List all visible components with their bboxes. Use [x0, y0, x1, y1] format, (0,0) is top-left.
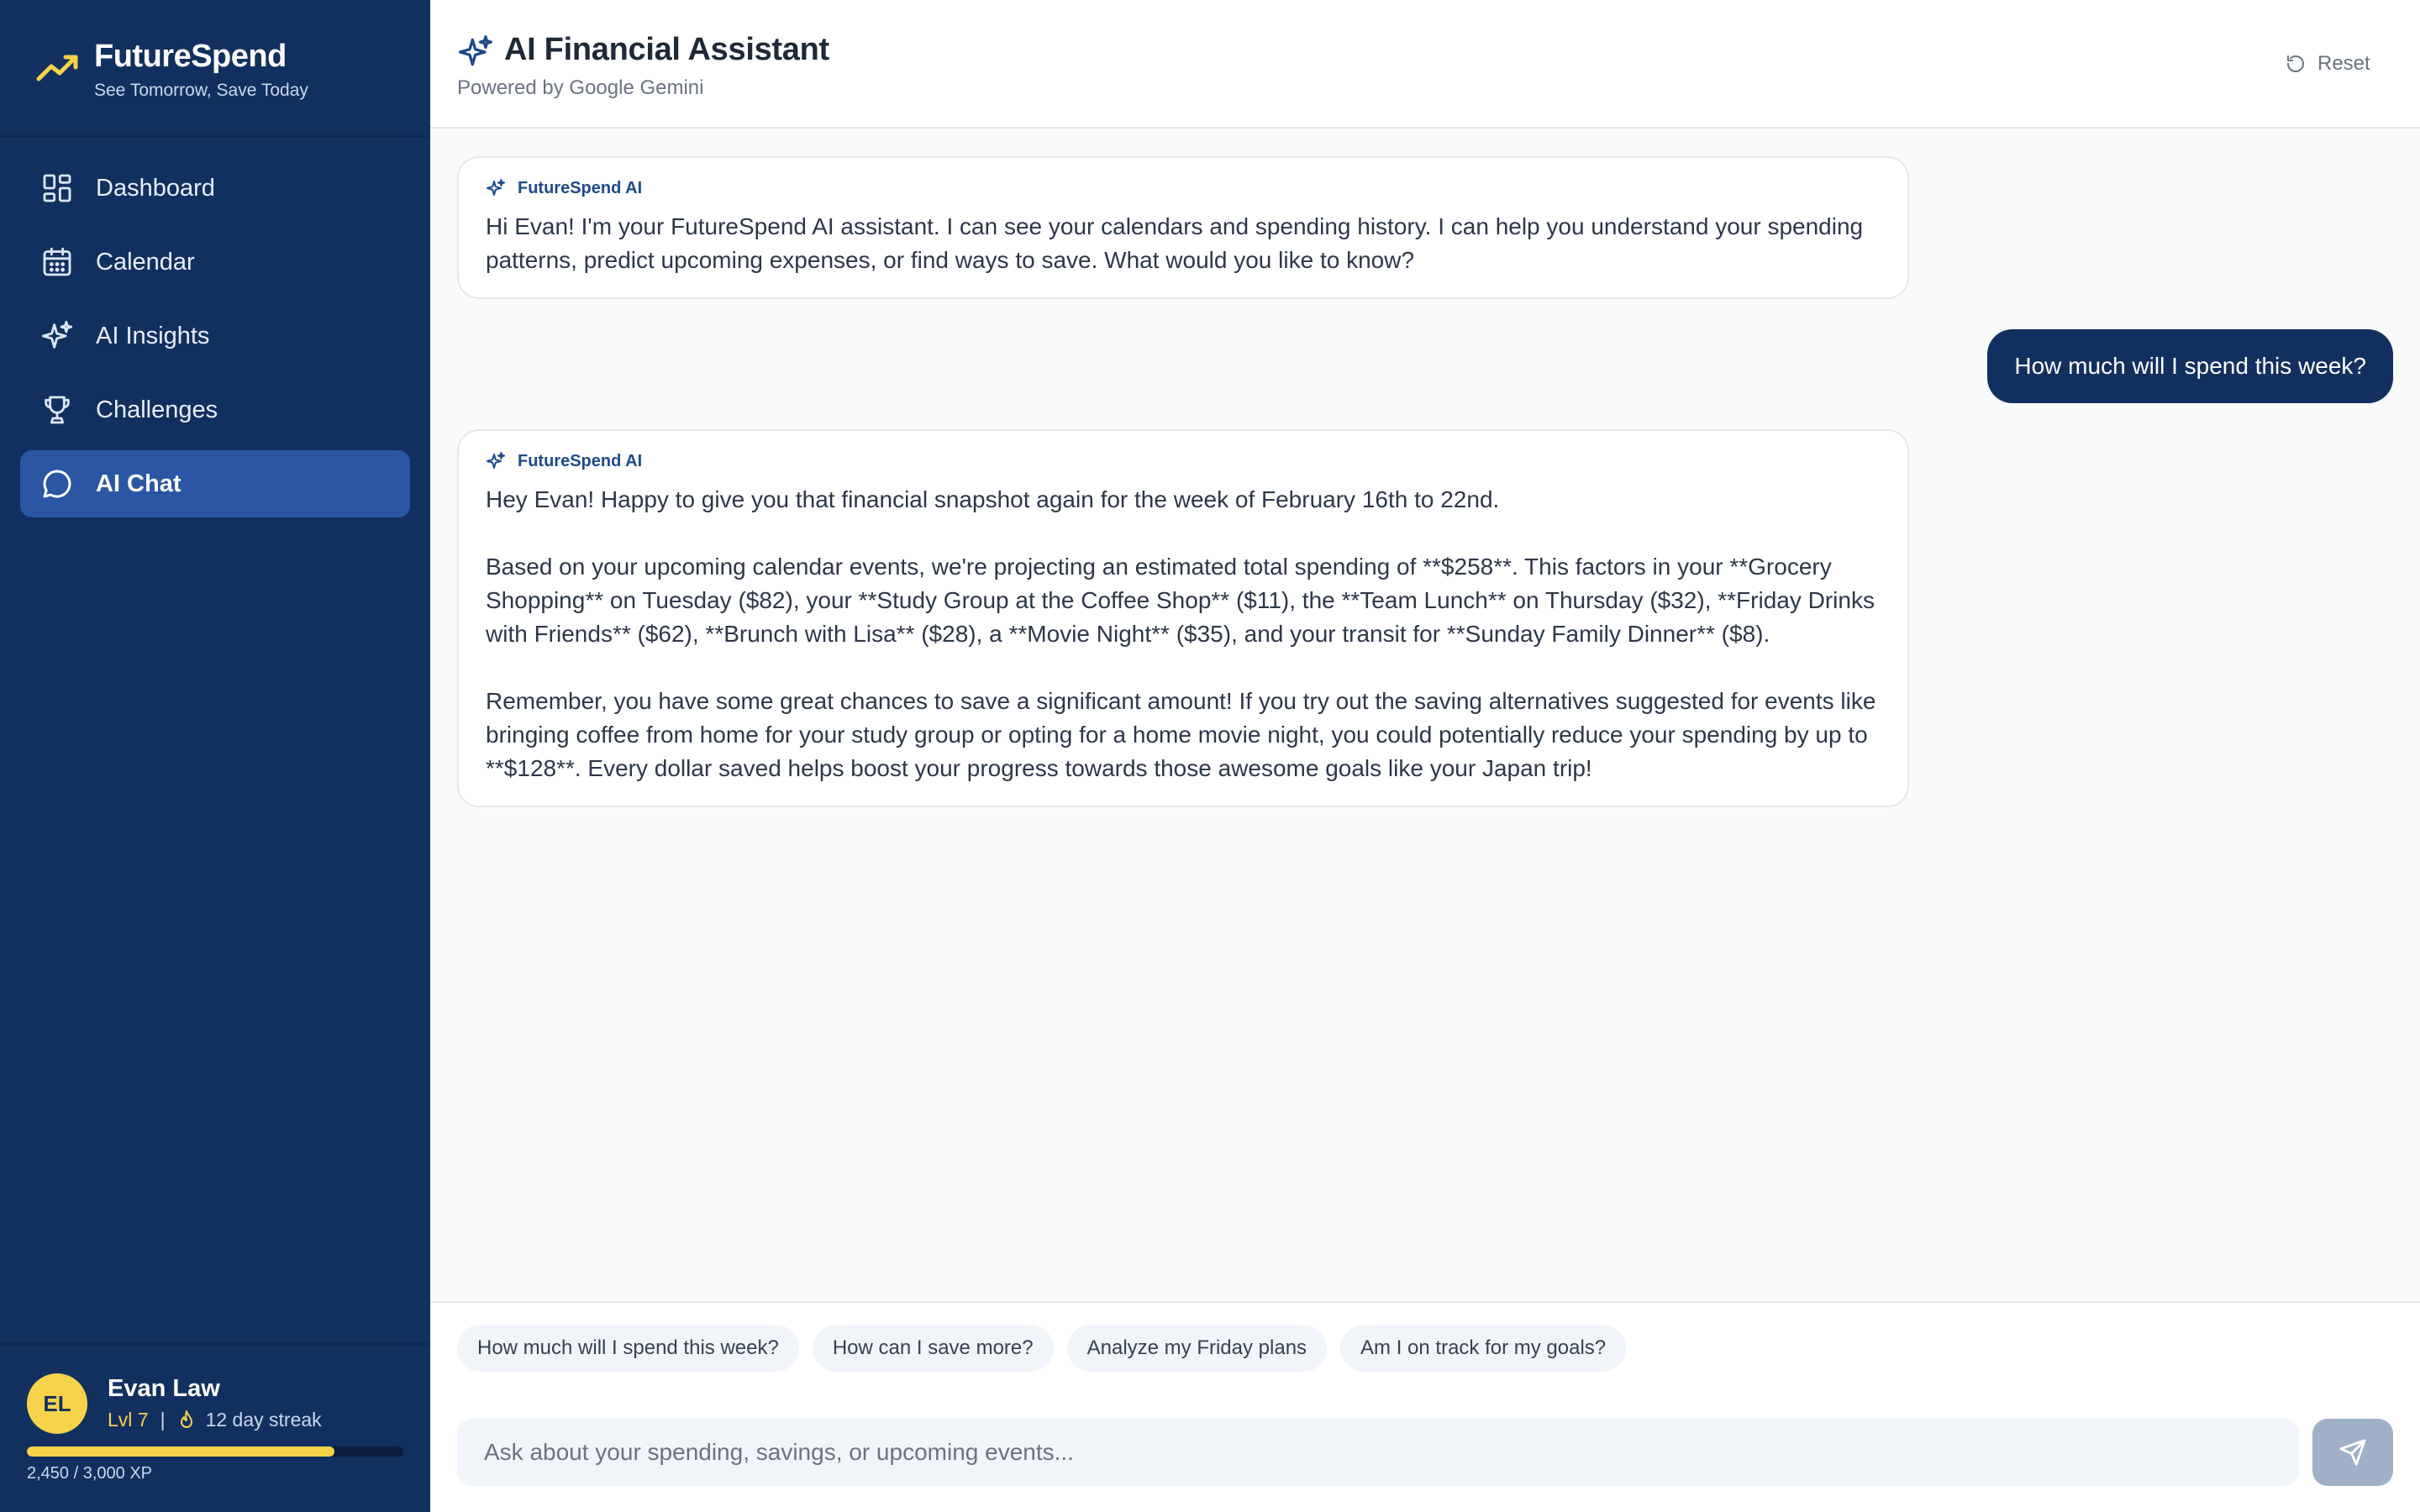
suggestion-chip[interactable]: How much will I spend this week?	[457, 1325, 799, 1372]
brand-header	[0, 0, 430, 137]
sidebar-item-challenges[interactable]	[20, 376, 410, 444]
sidebar-item-calendar[interactable]	[20, 228, 410, 296]
sidebar-item-label: Dashboard	[96, 174, 215, 202]
page-title: AI Financial Assistant	[504, 32, 829, 67]
assistant-label	[486, 451, 1881, 471]
suggestion-chips	[457, 1325, 1639, 1372]
sidebar-item-dashboard[interactable]	[20, 155, 410, 222]
suggestion-chip[interactable]: Am I on track for my goals?	[1340, 1325, 1626, 1372]
suggestion-chip[interactable]: How can I save more?	[813, 1325, 1054, 1372]
dashboard-grid-icon	[40, 171, 74, 205]
sparkles-icon	[486, 451, 506, 471]
chat-header	[430, 0, 2420, 129]
reset-label: Reset	[2317, 52, 2370, 75]
flame-icon	[177, 1410, 196, 1431]
sidebar-item-label: AI Insights	[96, 322, 210, 349]
sidebar-item-label: AI Chat	[96, 470, 182, 497]
streak-text: 12 day streak	[205, 1409, 322, 1431]
user-meta	[108, 1409, 322, 1431]
assistant-name: FutureSpend AI	[518, 451, 643, 470]
sparkles-icon	[457, 34, 494, 71]
sidebar	[0, 0, 430, 1512]
page-subtitle: Powered by Google Gemini	[457, 76, 704, 99]
user-name: Evan Law	[108, 1375, 220, 1402]
assistant-name: FutureSpend AI	[518, 178, 643, 197]
user-level: Lvl 7	[108, 1409, 149, 1431]
suggestion-chip[interactable]: Analyze my Friday plans	[1067, 1325, 1327, 1372]
sparkles-icon	[40, 319, 74, 353]
xp-progress-bar	[27, 1446, 403, 1457]
chat-bubble-icon	[40, 467, 74, 501]
send-icon	[2338, 1438, 2367, 1467]
user-profile[interactable]	[0, 1343, 430, 1512]
reset-button[interactable]	[2286, 49, 2386, 79]
xp-progress-fill	[27, 1446, 334, 1457]
sparkles-icon	[486, 178, 506, 198]
sidebar-item-label: Challenges	[96, 396, 218, 423]
message-text: Hi Evan! I'm your FutureSpend AI assistant. I can see your calendars and spending history. I can help you understand your spending patterns, predict upcoming expenses, or find ways to save. What would you like to know?	[486, 213, 1864, 273]
chat-input[interactable]	[457, 1419, 2299, 1486]
brand-tagline: See Tomorrow, Save Today	[94, 81, 308, 100]
assistant-label	[486, 178, 1881, 198]
composer-area	[430, 1301, 2420, 1512]
xp-text: 2,450 / 3,000 XP	[27, 1464, 153, 1483]
sidebar-item-label: Calendar	[96, 248, 195, 276]
brand-name: FutureSpend	[94, 39, 287, 74]
sidebar-item-ai-insights[interactable]	[20, 302, 410, 370]
send-button[interactable]	[2312, 1419, 2393, 1486]
meta-separator: |	[160, 1409, 166, 1431]
sidebar-nav	[20, 155, 410, 524]
avatar: EL	[27, 1373, 87, 1434]
trophy-icon	[40, 393, 74, 427]
assistant-message	[457, 429, 1909, 807]
user-message: How much will I spend this week?	[1987, 329, 2393, 403]
trending-up-icon	[35, 50, 81, 84]
calendar-icon	[40, 245, 74, 279]
sidebar-item-ai-chat[interactable]	[20, 450, 410, 517]
rotate-ccw-icon	[2286, 54, 2306, 74]
message-text: Hey Evan! Happy to give you that financial snapshot again for the week of February 16th to 22nd. Based on your upcoming calendar events, we're projecting an estimated total spending of **$258**. This factors in your **Grocery Shopping** on Tuesday ($82), your **Study Group at the Coffee Shop** ($11), the **Team Lunch** on Thursday ($32), **Friday Drinks with Friends** ($62), **Brunch with Lisa** ($28), a **Movie Night** ($35), and your transit for **Sunday Family Dinner** ($8). Remember, you have some great chances to save a significant amount! If you try out the saving alternatives suggested for events like bringing coffee from home for your study group or opting for a home movie night, you could potentially reduce your spending by up to **$128**. Every dollar saved helps boost your progress towards those awesome goals like your Japan trip!	[486, 486, 1876, 781]
main-panel	[430, 0, 2420, 1512]
assistant-message	[457, 156, 1909, 299]
